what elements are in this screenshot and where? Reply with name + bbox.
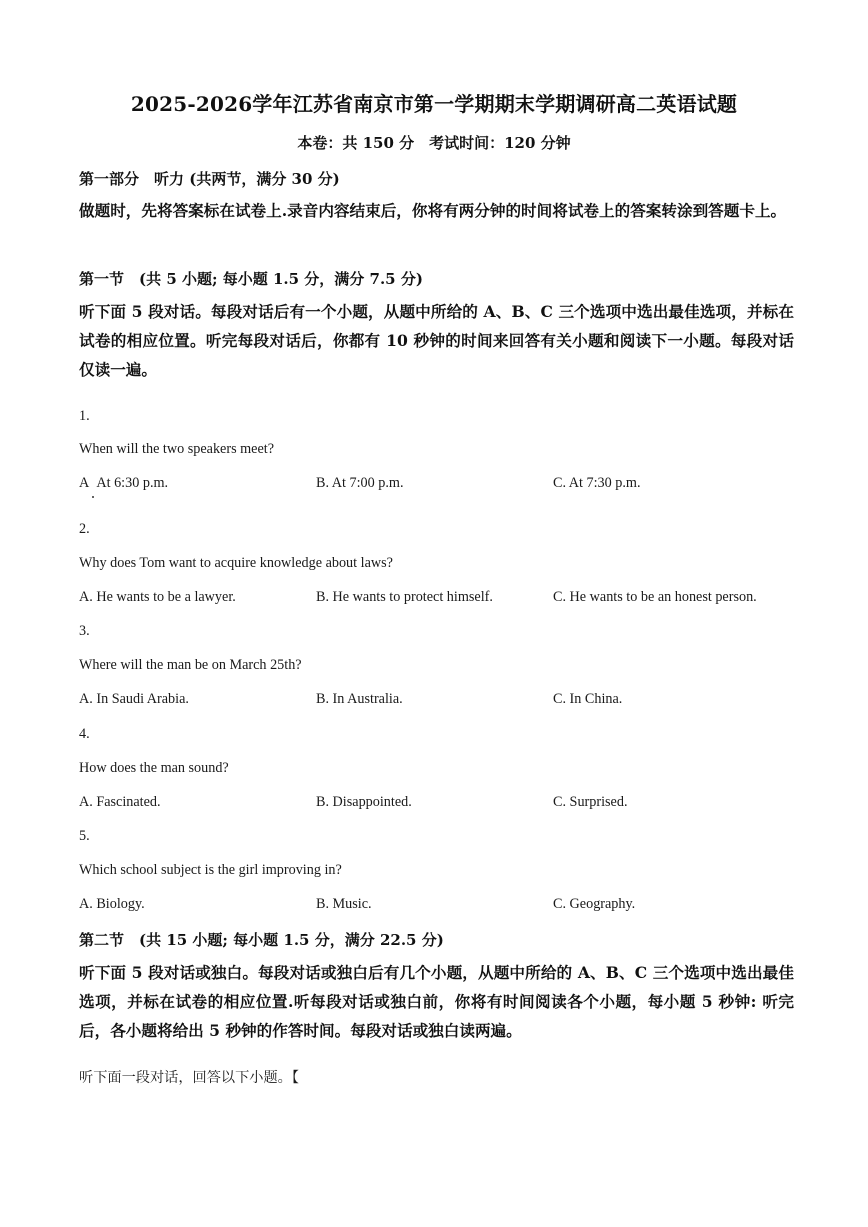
option-c: C. In China. [553, 691, 623, 707]
question-text: Why does Tom want to acquire knowledge about laws? [79, 555, 393, 571]
option-c: C. He wants to be an honest person. [553, 589, 757, 605]
option-a: A At 6:30 p.m. [79, 475, 169, 491]
section1-instructions: 听下面 5 段对话。每段对话后有一个小题，从题中所给的 A、B、C 三个选项中选出最佳选项，并标在试卷的相应位置。听完每段对话后，你都有 10 秒钟的时间来回答有关小题和阅读下一小题。每段对话仅读一遍。 [79, 302, 794, 379]
question-number: 3. [79, 623, 90, 639]
option-c: C. At 7:30 p.m. [553, 475, 641, 491]
option-b: B. In Australia. [316, 691, 403, 707]
option-a: A. Fascinated. [79, 794, 161, 810]
option-b: B. He wants to protect himself. [316, 589, 493, 605]
question-number: 1. [79, 408, 90, 424]
question-number: 2. [79, 521, 90, 537]
question-number: 4. [79, 726, 90, 742]
stray-mark [92, 496, 94, 498]
question-text: How does the man sound? [79, 760, 229, 776]
part1-heading: 第一部分 听力 (共两节，满分 30 分) [79, 170, 340, 188]
option-a: A. Biology. [79, 896, 145, 912]
section2-heading: 第二节 (共 15 小题; 每小题 1.5 分，满分 22.5 分) [79, 931, 444, 949]
option-a: A. He wants to be a lawyer. [79, 589, 236, 605]
option-b: B. Disappointed. [316, 794, 412, 810]
section2-instructions: 听下面 5 段对话或独白。每段对话或独白后有几个小题，从题中所给的 A、B、C 三个选项中选出最佳选项，并标在试卷的相应位置.听每段对话或独白前，你将有时间阅读各个小题，每小题 5 秒钟: 听完后，各小题将给出 5 秒钟的作答时间。每段对话或独白读两遍。 [79, 963, 794, 1040]
section1-heading: 第一节 (共 5 小题; 每小题 1.5 分，满分 7.5 分) [79, 270, 423, 288]
option-a: A. In Saudi Arabia. [79, 691, 189, 707]
part1-instructions: 做题时，先将答案标在试卷上.录音内容结束后，你将有两分钟的时间将试卷上的答案转涂到答题卡上。 [79, 201, 787, 220]
question-text: Which school subject is the girl improving in? [79, 862, 342, 878]
option-c: C. Surprised. [553, 794, 628, 810]
dialogue-prompt: 听下面一段对话，回答以下小题。【 [79, 1070, 299, 1086]
option-c: C. Geography. [553, 896, 636, 912]
question-text: When will the two speakers meet? [79, 441, 275, 457]
option-b: B. Music. [316, 896, 372, 912]
exam-title: 2025-2026学年江苏省南京市第一学期期末学期调研高二英语试题 [130, 92, 738, 116]
exam-score-time: 本卷：共 150 分 考试时间：120 分钟 [297, 134, 571, 152]
question-number: 5. [79, 828, 90, 844]
option-b: B. At 7:00 p.m. [316, 475, 404, 491]
question-text: Where will the man be on March 25th? [79, 657, 302, 673]
